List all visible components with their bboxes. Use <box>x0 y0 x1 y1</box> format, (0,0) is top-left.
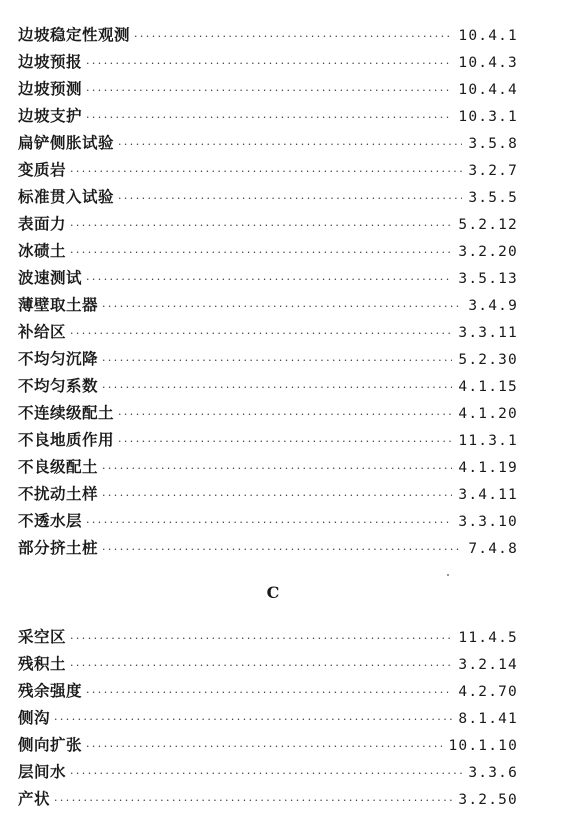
section-reference: 4.1.20 <box>458 406 518 422</box>
section-reference: 7.4.8 <box>468 541 518 557</box>
index-term: 变质岩 <box>18 160 67 179</box>
index-term: 侧向扩张 <box>18 735 83 754</box>
index-entry <box>18 75 518 102</box>
dot-leader <box>102 455 452 482</box>
index-term: 边坡支护 <box>18 106 83 125</box>
index-term: 边坡预测 <box>18 79 83 98</box>
section-reference: 3.3.10 <box>458 514 518 530</box>
index-term: 不均匀系数 <box>18 376 99 395</box>
index-entry <box>18 677 518 704</box>
index-entry <box>18 183 518 210</box>
index-entry <box>18 480 518 507</box>
index-term: 薄壁取土器 <box>18 295 99 314</box>
dot-leader <box>118 428 452 455</box>
dot-leader <box>70 320 452 347</box>
dot-leader <box>86 679 452 706</box>
section-reference: 5.2.30 <box>458 352 518 368</box>
index-term: 层间水 <box>18 762 67 781</box>
section-b-entries <box>18 21 518 561</box>
index-entry <box>18 237 518 264</box>
dot-leader <box>86 104 452 131</box>
index-entry <box>18 345 518 372</box>
dot-leader <box>102 347 452 374</box>
section-c-heading: C <box>266 583 280 602</box>
dot-leader <box>86 733 442 760</box>
index-entry <box>18 156 518 183</box>
index-entry <box>18 264 518 291</box>
dot-leader <box>102 536 462 563</box>
section-reference: 11.3.1 <box>458 433 518 449</box>
dot-leader <box>86 50 452 77</box>
index-entry <box>18 758 518 785</box>
section-reference: 3.3.6 <box>468 765 518 781</box>
dot-leader <box>70 625 452 652</box>
section-reference: 10.4.3 <box>458 55 518 71</box>
dot-leader <box>70 158 462 185</box>
index-entry <box>18 650 518 677</box>
index-entry <box>18 731 518 758</box>
index-term: 残积土 <box>18 654 67 673</box>
index-entry <box>18 785 518 812</box>
section-reference: 3.2.50 <box>458 792 518 808</box>
index-term: 表面力 <box>18 214 67 233</box>
index-entry <box>18 399 518 426</box>
index-term: 波速测试 <box>18 268 83 287</box>
section-reference: 3.4.11 <box>458 487 518 503</box>
index-entry <box>18 704 518 731</box>
dot-leader <box>134 23 452 50</box>
dot-leader <box>86 266 452 293</box>
index-term: 边坡稳定性观测 <box>18 25 131 44</box>
dot-leader <box>86 509 452 536</box>
dot-leader <box>54 787 452 814</box>
index-entry <box>18 102 518 129</box>
index-entry <box>18 210 518 237</box>
index-term: 标准贯入试验 <box>18 187 115 206</box>
section-reference: 10.4.4 <box>458 82 518 98</box>
index-term: 产状 <box>18 789 51 808</box>
index-term: 冰碛土 <box>18 241 67 260</box>
section-reference: 3.2.7 <box>468 163 518 179</box>
index-term: 补给区 <box>18 322 67 341</box>
section-reference: 3.5.13 <box>458 271 518 287</box>
section-reference: 4.1.19 <box>458 460 518 476</box>
dot-leader <box>102 374 452 401</box>
index-term: 采空区 <box>18 627 67 646</box>
section-reference: 3.2.14 <box>458 657 518 673</box>
section-reference: 5.2.12 <box>458 217 518 233</box>
dot-leader <box>70 239 452 266</box>
section-reference: 11.4.5 <box>458 630 518 646</box>
dot-leader <box>86 77 452 104</box>
section-reference: 3.5.5 <box>468 190 518 206</box>
index-entry <box>18 507 518 534</box>
scan-speck <box>447 574 449 576</box>
index-entry <box>18 318 518 345</box>
index-term: 边坡预报 <box>18 52 83 71</box>
index-entry <box>18 534 518 561</box>
index-term: 不透水层 <box>18 511 83 530</box>
index-term: 扁铲侧胀试验 <box>18 133 115 152</box>
index-entry <box>18 48 518 75</box>
index-term: 不良地质作用 <box>18 430 115 449</box>
index-term: 残余强度 <box>18 681 83 700</box>
dot-leader <box>70 212 452 239</box>
section-reference: 8.1.41 <box>458 711 518 727</box>
index-entry <box>18 129 518 156</box>
index-entry <box>18 453 518 480</box>
section-reference: 3.4.9 <box>468 298 518 314</box>
section-reference: 3.3.11 <box>458 325 518 341</box>
section-reference: 10.3.1 <box>458 109 518 125</box>
index-term: 不均匀沉降 <box>18 349 99 368</box>
dot-leader <box>70 652 452 679</box>
dot-leader <box>54 706 452 733</box>
section-reference: 10.4.1 <box>458 28 518 44</box>
index-term: 侧沟 <box>18 708 51 727</box>
index-term: 部分挤土桩 <box>18 538 99 557</box>
dot-leader <box>102 293 462 320</box>
index-entry <box>18 426 518 453</box>
index-listing <box>18 21 518 812</box>
index-entry <box>18 623 518 650</box>
dot-leader <box>118 185 462 212</box>
section-reference: 4.2.70 <box>458 684 518 700</box>
dot-leader <box>70 760 462 787</box>
section-reference: 3.2.20 <box>458 244 518 260</box>
section-reference: 10.1.10 <box>448 738 518 754</box>
index-term: 不连续级配土 <box>18 403 115 422</box>
section-reference: 3.5.8 <box>468 136 518 152</box>
dot-leader <box>118 131 462 158</box>
section-c-entries <box>18 623 518 812</box>
dot-leader <box>118 401 452 428</box>
index-entry <box>18 21 518 48</box>
index-term: 不扰动土样 <box>18 484 99 503</box>
section-reference: 4.1.15 <box>458 379 518 395</box>
dot-leader <box>102 482 452 509</box>
index-term: 不良级配土 <box>18 457 99 476</box>
index-entry <box>18 291 518 318</box>
index-entry <box>18 372 518 399</box>
